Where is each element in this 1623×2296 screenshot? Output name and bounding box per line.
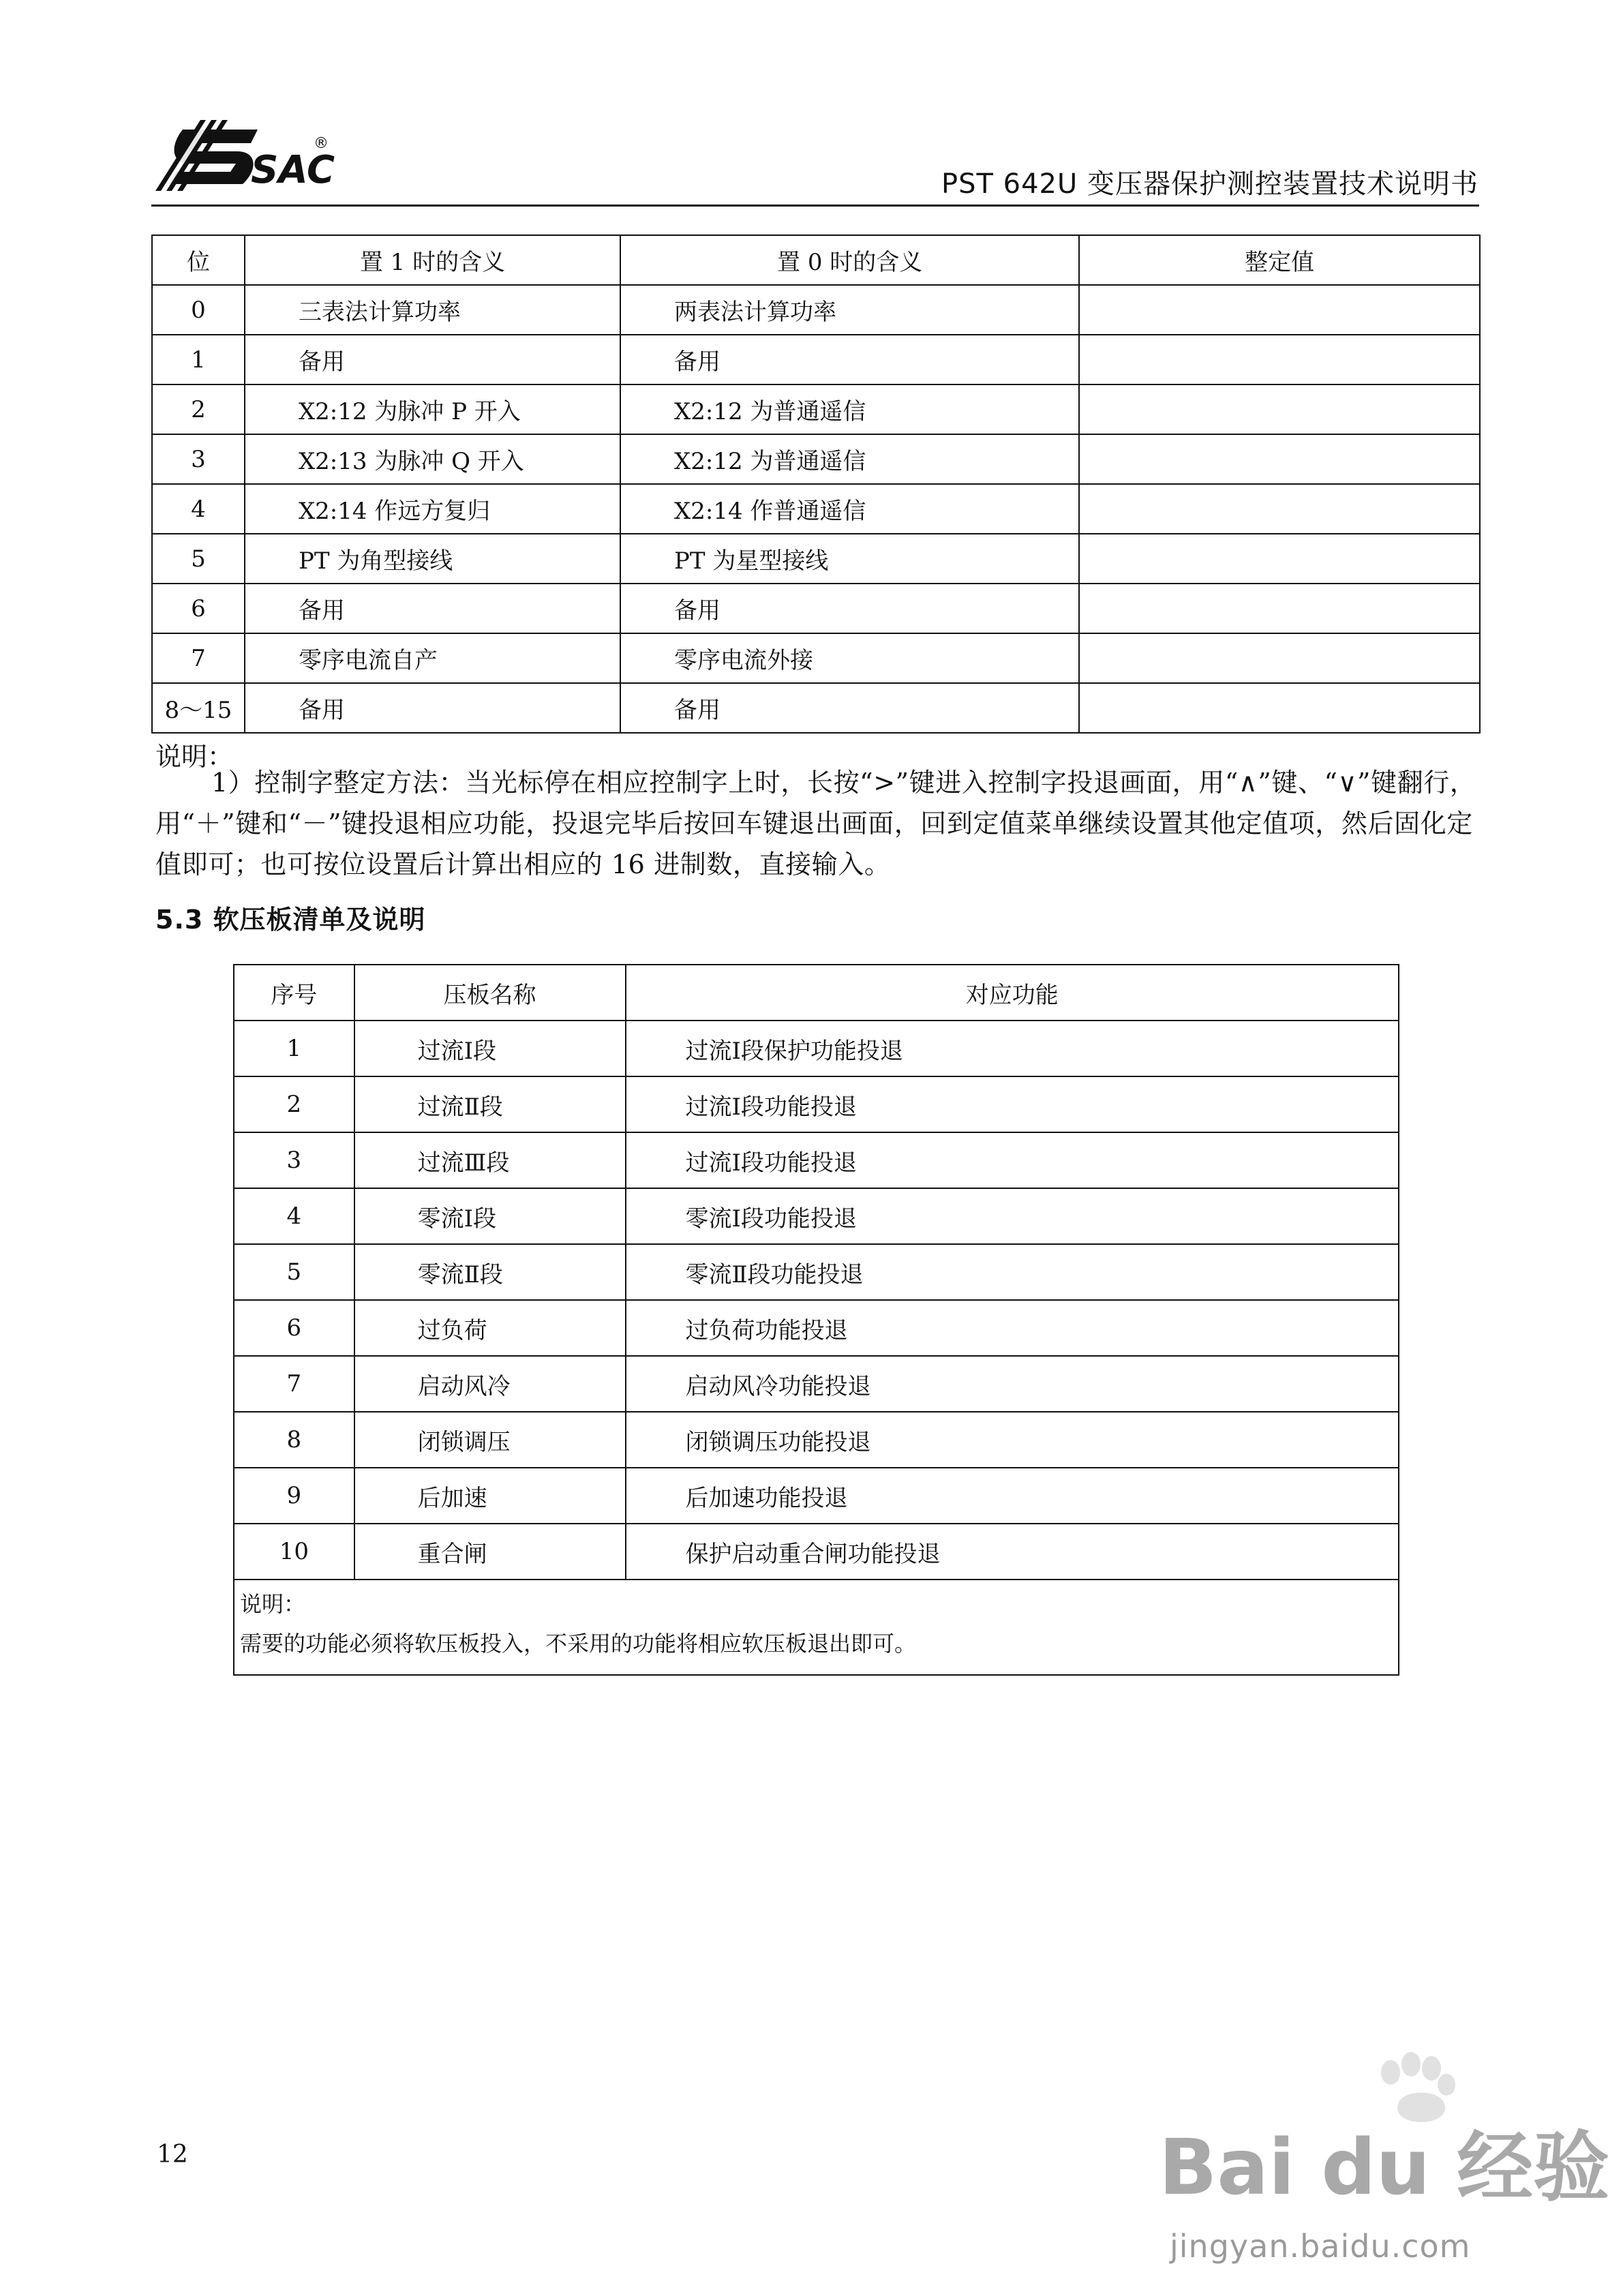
setting-value-cell [1079, 584, 1480, 633]
index-cell: 4 [234, 1188, 354, 1244]
note-label: 说明： [155, 742, 234, 772]
function-cell: 过流Ⅰ段功能投退 [626, 1076, 1399, 1132]
column-header: 对应功能 [626, 965, 1399, 1021]
bit-cell: 7 [152, 633, 245, 683]
registered-mark: ® [314, 135, 329, 152]
table-row [234, 1132, 1399, 1188]
plate-name-cell: 后加速 [354, 1468, 626, 1524]
plate-name-cell: 过流Ⅱ段 [354, 1076, 626, 1132]
index-cell: 9 [234, 1468, 354, 1524]
header-rule [151, 205, 1479, 207]
document-title: PST 642U 变压器保护测控装置技术说明书 [941, 168, 1478, 200]
plate-name-cell: 零流Ⅰ段 [354, 1188, 626, 1244]
bit-cell: 1 [152, 335, 245, 384]
setting-value-cell [1079, 335, 1480, 384]
table-note-label: 说明： [240, 1591, 306, 1617]
bit-cell: 3 [152, 434, 245, 484]
set1-meaning-cell: 备用 [245, 683, 620, 733]
table-row [234, 1076, 1399, 1132]
table-row [152, 484, 1480, 534]
set0-meaning-cell: 备用 [620, 335, 1079, 384]
plate-name-cell: 零流Ⅱ段 [354, 1244, 626, 1300]
function-cell: 闭锁调压功能投退 [626, 1412, 1399, 1468]
table-note-cell [234, 1580, 1399, 1675]
column-header: 压板名称 [354, 965, 626, 1021]
set0-meaning-cell: 两表法计算功率 [620, 285, 1079, 335]
setting-value-cell [1079, 534, 1480, 584]
setting-value-cell [1079, 683, 1480, 733]
plate-name-cell: 过流Ⅲ段 [354, 1132, 626, 1188]
sac-logo [155, 109, 339, 201]
setting-value-cell [1079, 484, 1480, 534]
table-row [234, 1188, 1399, 1244]
set0-meaning-cell: 备用 [620, 683, 1079, 733]
column-header: 整定值 [1079, 235, 1480, 285]
note-paragraph: 1）控制字整定方法：当光标停在相应控制字上时，长按“>”键进入控制字投退画面，用“∧”键、“∨”键翻行，用“＋”键和“－”键投退相应功能，投退完毕后按回车键退出画面，回到定值菜单继续设置其他定值项，然后固化定值即可；也可按位设置后计算出相应的 16 进制数，直接输入。 [155, 768, 1476, 879]
plate-name-cell: 过流Ⅰ段 [354, 1021, 626, 1076]
table-row [234, 1524, 1399, 1580]
table-row [234, 1412, 1399, 1468]
bit-cell: 5 [152, 534, 245, 584]
table-row [152, 434, 1480, 484]
page-number: 12 [157, 2141, 188, 2169]
section-heading: 5.3 软压板清单及说明 [155, 905, 426, 935]
table-row [234, 1468, 1399, 1524]
setting-value-cell [1079, 285, 1480, 335]
index-cell: 1 [234, 1021, 354, 1076]
bit-cell: 6 [152, 584, 245, 633]
function-cell: 后加速功能投退 [626, 1468, 1399, 1524]
set0-meaning-cell: 备用 [620, 584, 1079, 633]
function-cell: 过流Ⅰ段功能投退 [626, 1132, 1399, 1188]
watermark-url: jingyan.baidu.com [1170, 2228, 1471, 2265]
index-cell: 10 [234, 1524, 354, 1580]
column-header: 置 0 时的含义 [620, 235, 1079, 285]
index-cell: 6 [234, 1300, 354, 1356]
logo-text: SAC [251, 148, 335, 192]
set1-meaning-cell: 备用 [245, 584, 620, 633]
bit-cell: 4 [152, 484, 245, 534]
table-row [234, 1244, 1399, 1300]
table-note-row [234, 1580, 1399, 1675]
index-cell: 5 [234, 1244, 354, 1300]
plate-name-cell: 闭锁调压 [354, 1412, 626, 1468]
plate-name-cell: 重合闸 [354, 1524, 626, 1580]
bit-cell: 2 [152, 384, 245, 434]
plate-name-cell: 过负荷 [354, 1300, 626, 1356]
table-row [152, 534, 1480, 584]
table-row [152, 584, 1480, 633]
set0-meaning-cell: 零序电流外接 [620, 633, 1079, 683]
column-header: 置 1 时的含义 [245, 235, 620, 285]
function-cell: 保护启动重合闸功能投退 [626, 1524, 1399, 1580]
function-cell: 零流Ⅰ段功能投退 [626, 1188, 1399, 1244]
function-cell: 启动风冷功能投退 [626, 1356, 1399, 1412]
bit-cell: 0 [152, 285, 245, 335]
set0-meaning-cell: X2:12 为普通遥信 [620, 384, 1079, 434]
bit-cell: 8～15 [152, 683, 245, 733]
table-row [152, 633, 1480, 683]
setting-value-cell [1079, 434, 1480, 484]
table-header-row [152, 235, 1480, 285]
set0-meaning-cell: PT 为星型接线 [620, 534, 1079, 584]
function-cell: 过流Ⅰ段保护功能投退 [626, 1021, 1399, 1076]
index-cell: 2 [234, 1076, 354, 1132]
function-cell: 零流Ⅱ段功能投退 [626, 1244, 1399, 1300]
table-row [152, 285, 1480, 335]
table-row [234, 1021, 1399, 1076]
table-row [234, 1356, 1399, 1412]
set1-meaning-cell: 零序电流自产 [245, 633, 620, 683]
set1-meaning-cell: 三表法计算功率 [245, 285, 620, 335]
set1-meaning-cell: X2:13 为脉冲 Q 开入 [245, 434, 620, 484]
set0-meaning-cell: X2:14 作普通遥信 [620, 484, 1079, 534]
table-note-text: 需要的功能必须将软压板投入，不采用的功能将相应软压板退出即可。 [240, 1631, 917, 1657]
set1-meaning-cell: 备用 [245, 335, 620, 384]
function-cell: 过负荷功能投退 [626, 1300, 1399, 1356]
setting-value-cell [1079, 384, 1480, 434]
column-header: 位 [152, 235, 245, 285]
index-cell: 7 [234, 1356, 354, 1412]
table-row [152, 683, 1480, 733]
soft-plate-table [233, 964, 1399, 1676]
column-header: 序号 [234, 965, 354, 1021]
index-cell: 3 [234, 1132, 354, 1188]
watermark-brand: Bai du 经验 [1159, 2124, 1610, 2212]
index-cell: 8 [234, 1412, 354, 1468]
set1-meaning-cell: X2:12 为脉冲 P 开入 [245, 384, 620, 434]
set0-meaning-cell: X2:12 为普通遥信 [620, 434, 1079, 484]
table-row [152, 384, 1480, 434]
setting-value-cell [1079, 633, 1480, 683]
set1-meaning-cell: PT 为角型接线 [245, 534, 620, 584]
plate-name-cell: 启动风冷 [354, 1356, 626, 1412]
table-header-row [234, 965, 1399, 1021]
table-row [152, 335, 1480, 384]
set1-meaning-cell: X2:14 作远方复归 [245, 484, 620, 534]
table-row [234, 1300, 1399, 1356]
control-word-table [151, 235, 1481, 734]
